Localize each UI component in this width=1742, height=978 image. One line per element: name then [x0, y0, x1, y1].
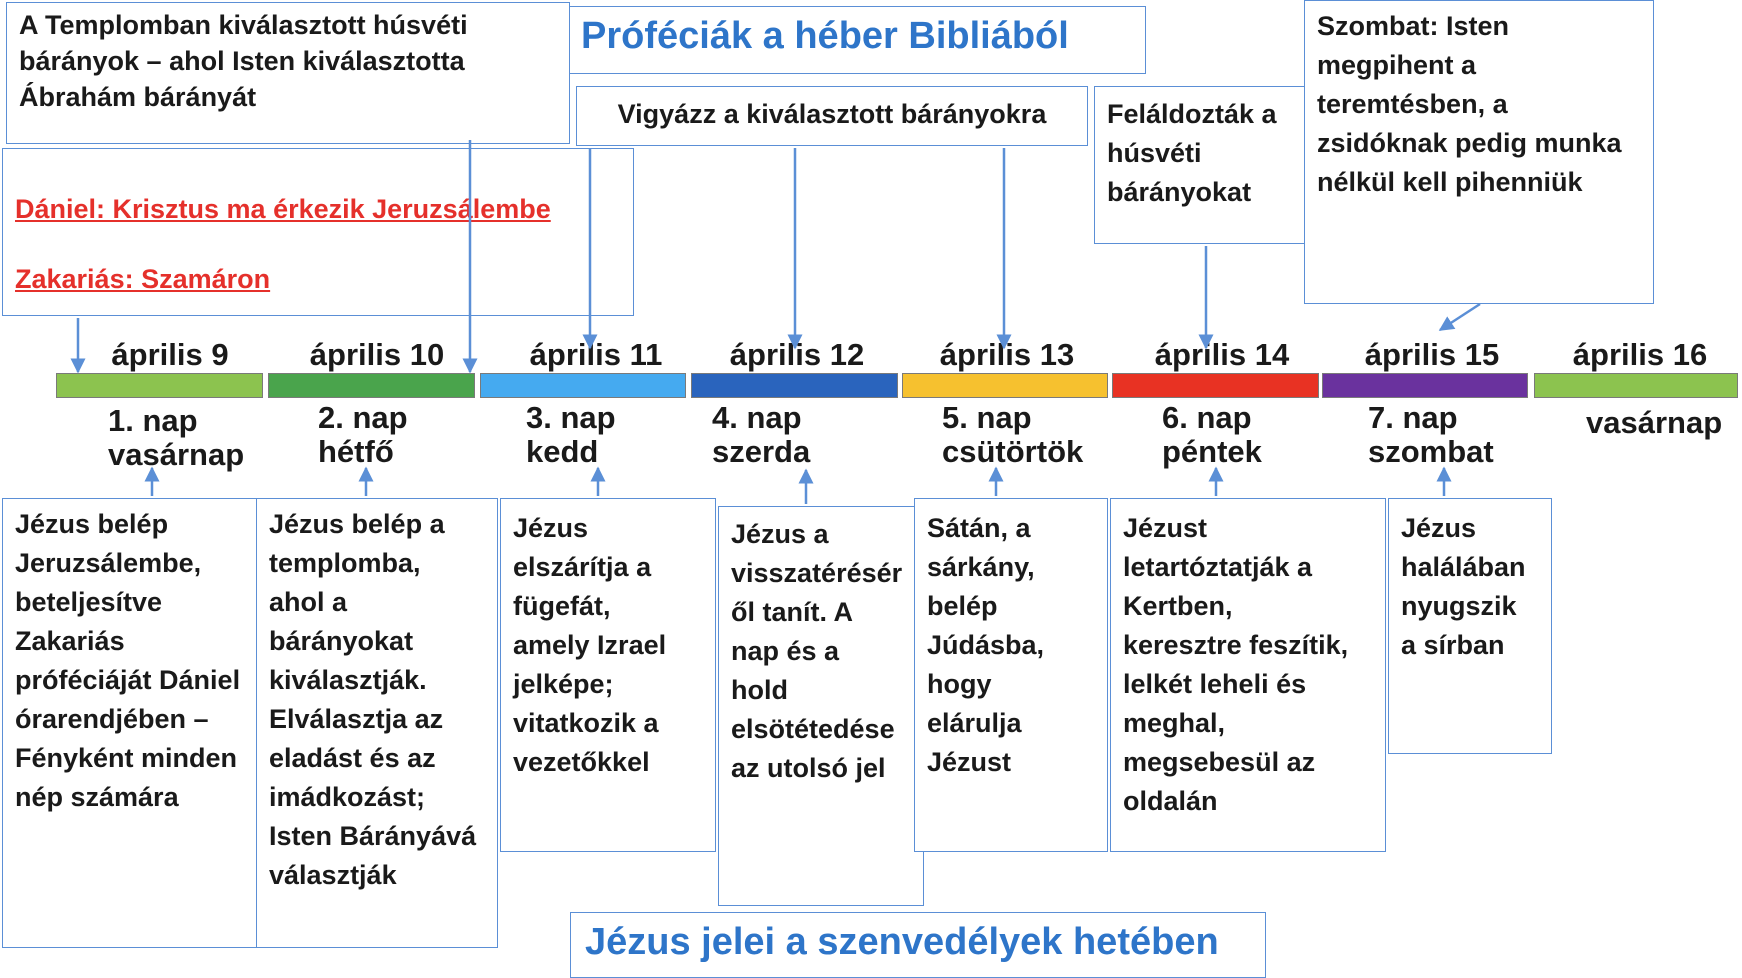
day-label-7: 7. nap szombat — [1368, 400, 1494, 469]
event-box-day-2: Jézus belép a templomba, ahol a bárányokat kiválasztják. Elválasztja az eladást és az imádkozást; Isten Bárányává választják — [256, 498, 498, 948]
day-label-4: 4. nap szerda — [712, 400, 811, 469]
event-box-day-4: Jézus a visszatérésér ől tanít. A nap és a hold elsötétedése az utolsó jel — [718, 506, 924, 906]
event-box-day-3: Jézus elszárítja a fügefát, amely Izrael jelképe; vitatkozik a vezetőkkel — [500, 498, 716, 852]
date-label-2: április 10 — [309, 337, 445, 372]
date-label-4: április 12 — [729, 337, 865, 372]
date-label-5: április 13 — [939, 337, 1075, 372]
day-label-2: 2. nap hétfő — [318, 400, 408, 469]
day-label-5: 5. nap csütörtök — [942, 400, 1084, 469]
prophecy-zechariah: Zakariás: Szamáron — [15, 264, 271, 294]
date-label-3: április 11 — [529, 337, 663, 372]
day-label-1: 1. nap vasárnap — [108, 403, 245, 472]
event-box-day-7: Jézus halálában nyugszik a sírban — [1388, 498, 1552, 754]
date-label-7: április 15 — [1364, 337, 1500, 372]
day-label-3: 3. nap kedd — [526, 400, 616, 469]
day-label-8: vasárnap — [1586, 405, 1723, 440]
prophecy-daniel: Dániel: Krisztus ma érkezik Jeruzsálembe — [15, 194, 551, 224]
prophecy-box-watch-lambs: Vigyázz a kiválasztott bárányokra — [576, 86, 1088, 146]
page-title: Próféciák a héber Bibliából — [566, 6, 1146, 74]
prophecy-box-sacrificed: Feláldozták a húsvéti bárányokat — [1094, 86, 1316, 244]
arrow-sabbath-to-apr15 — [1440, 304, 1480, 330]
event-box-day-1: Jézus belép Jeruzsálembe, beteljesítve Zakariás próféciáját Dániel órarendjében – Fényként minden nép számára — [2, 498, 268, 948]
prophecy-box-temple-lambs: A Templomban kiválasztott húsvéti bárányok – ahol Isten kiválasztotta Ábrahám bárányát — [6, 2, 570, 144]
prophecy-box-sabbath: Szombat: Isten megpihent a teremtésben, a zsidóknak pedig munka nélkül kell pihenniük — [1304, 0, 1654, 304]
event-box-day-5: Sátán, a sárkány, belép Júdásba, hogy elárulja Jézust — [914, 498, 1108, 852]
date-label-1: április 9 — [111, 337, 229, 372]
subtitle: Jézus jelei a szenvedélyek hetében — [570, 912, 1266, 978]
date-label-6: április 14 — [1154, 337, 1290, 372]
day-label-6: 6. nap péntek — [1162, 400, 1262, 469]
date-label-8: április 16 — [1572, 337, 1708, 372]
event-box-day-6: Jézust letartóztatják a Kertben, keresztre feszítik, lelkét leheli és meghal, megsebesül az oldalán — [1110, 498, 1386, 852]
